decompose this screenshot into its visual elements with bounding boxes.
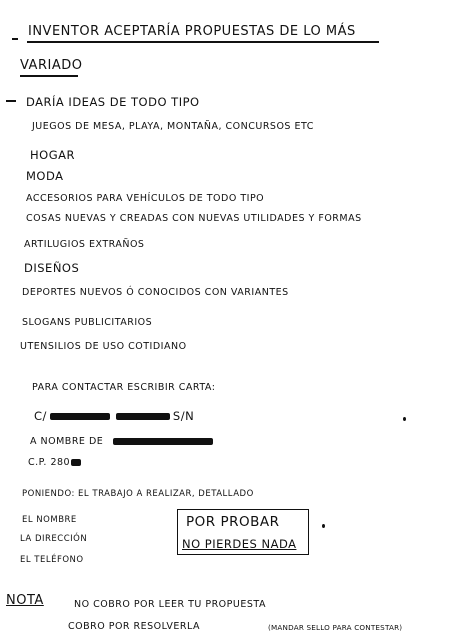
variado-underline xyxy=(20,75,78,77)
variado-line: VARIADO xyxy=(20,58,83,73)
note-line-2: COBRO POR RESOLVERLA xyxy=(68,621,201,632)
title-underline xyxy=(27,41,379,43)
accesorios-line: ACCESORIOS PARA VEHÍCULOS DE TODO TIPO xyxy=(26,193,265,204)
daria-line: DARÍA IDEAS DE TODO TIPO xyxy=(26,95,200,109)
ink-mark xyxy=(322,524,325,528)
margin-dash xyxy=(6,100,16,102)
instr-name: EL NOMBRE xyxy=(22,515,77,525)
utensilios-line: UTENSILIOS DE USO COTIDIANO xyxy=(20,341,187,352)
promo-line-2: NO PIERDES NADA xyxy=(182,537,297,551)
postal-code: C.P. 280 xyxy=(28,457,71,468)
instructions-heading: PONIENDO: EL TRABAJO A REALIZAR, DETALLADO xyxy=(22,489,254,499)
name-prefix: A NOMBRE DE xyxy=(30,436,104,447)
disenos-line: DISEÑOS xyxy=(24,261,80,275)
instr-phone: EL TELÉFONO xyxy=(20,555,84,565)
cosas-line: COSAS NUEVAS Y CREADAS CON NUEVAS UTILIDADES Y FORMAS xyxy=(26,213,362,224)
margin-dash xyxy=(12,38,18,40)
hogar-line: HOGAR xyxy=(30,148,75,162)
redacted-name xyxy=(113,438,213,445)
street-suffix: S/N xyxy=(172,409,195,423)
instr-address: LA DIRECCIÓN xyxy=(20,534,88,544)
deportes-line: DEPORTES NUEVOS Ó CONOCIDOS CON VARIANTES xyxy=(22,287,289,298)
contact-heading: PARA CONTACTAR ESCRIBIR CARTA: xyxy=(32,382,216,393)
juegos-line: JUEGOS DE MESA, PLAYA, MONTAÑA, CONCURSOS ETC xyxy=(32,121,314,132)
moda-line: MODA xyxy=(26,169,64,183)
street-line xyxy=(34,409,194,423)
name-line xyxy=(30,435,216,449)
note-label: NOTA xyxy=(6,593,44,608)
redacted-street xyxy=(50,413,110,420)
promo-line-1: POR PROBAR xyxy=(186,514,280,530)
ink-mark xyxy=(403,417,406,421)
redacted-postal xyxy=(71,459,81,466)
street-prefix: C/ xyxy=(34,409,47,423)
redacted-street-2 xyxy=(116,413,170,420)
slogans-line: SLOGANS PUBLICITARIOS xyxy=(22,317,153,328)
postal-line xyxy=(28,456,84,470)
note-aside: (MANDAR SELLO PARA CONTESTAR) xyxy=(268,623,403,632)
note-line-1: NO COBRO POR LEER TU PROPUESTA xyxy=(74,599,266,610)
artilugios-line: ARTILUGIOS EXTRAÑOS xyxy=(24,239,145,250)
title-line: INVENTOR ACEPTARÍA PROPUESTAS DE LO MÁS xyxy=(28,24,356,39)
promo-box xyxy=(177,509,309,555)
